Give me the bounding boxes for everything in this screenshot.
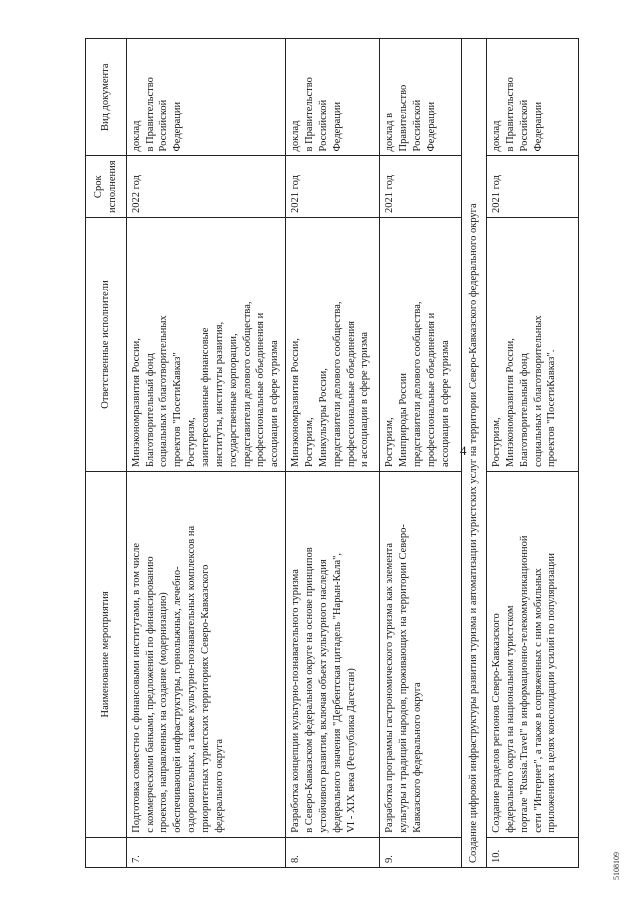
header-number <box>86 837 127 867</box>
document-code: 5108109 <box>612 852 621 880</box>
row-term: 2021 год <box>487 156 579 218</box>
row-doc-type: доклад в Правительство Российской Федерации <box>286 39 380 156</box>
rotated-page-content <box>85 38 605 868</box>
row-number: 9. <box>380 837 462 867</box>
header-doc-type: Вид документа <box>86 39 127 156</box>
row-name: Разработка программы гастрономического туризма как элемента культуры и традиций народов, проживающих на территории Северо- Кавказского федерального округа <box>380 471 462 837</box>
section-heading-row <box>462 39 487 868</box>
row-term: 2021 год <box>380 156 462 218</box>
table-header-row <box>86 39 127 868</box>
row-executors: Минэкономразвития России, Ростуризм, Минкультуры России, представители делового сообщества, профессиональные объединения и ассоциации в сфере туризма <box>286 218 380 472</box>
row-term: 2021 год <box>286 156 380 218</box>
row-doc-type: доклад в Правительство Российской Федерации <box>126 39 285 156</box>
row-name: Разработка концепции культурно-познавательного туризма в Северо-Кавказском федеральном округе на основе принципов устойчивого развития, включая объект культурного наследия федерального значения "Дербентская цитадель "Нарын-Кала", VI - XIX века (Республика Дагестан) <box>286 471 380 837</box>
row-doc-type: доклад в Правительство Российской Федерации <box>487 39 579 156</box>
row-executors: Минэкономразвития России, Благотворительный фонд социальных и благотворительных проектов "ПосетиКавказ" Ростуризм, заинтересованные финансовые институты, институты развития, государственные корпорации, представители делового сообщества, профессиональные объединения и ассоциации в сфере туризма <box>126 218 285 472</box>
section-heading: Создание цифровой инфраструктуры развития туризма и автоматизации туристских услуг на территории Северо-Кавказского федерального округа <box>462 39 487 868</box>
row-number: 7. <box>126 837 285 867</box>
table-row <box>487 39 579 868</box>
row-executors: Ростуризм, Минприроды России представители делового сообщества, профессиональные объединения и ассоциации в сфере туризма <box>380 218 462 472</box>
row-executors: Ростуризм, Минэкономразвития России, Благотворительный фонд социальных и благотворительных проектов "ПосетиКавказ". <box>487 218 579 472</box>
header-term: Срок исполнения <box>86 156 127 218</box>
row-term: 2022 год <box>126 156 285 218</box>
row-name: Подготовка совместно с финансовыми институтами, в том числе с коммерческими банками, предложений по финансированию проектов, направленных на создание (модернизацию) обеспечивающей инфраструктуры, горнолыжных, лечебно- оздоровительных, а также культурно-познавательных комплексов на приоритетных туристских территориях Северо-Кавказского федерального округа <box>126 471 285 837</box>
row-doc-type: доклад в Правительство Российской Федерации <box>380 39 462 156</box>
header-executors: Ответственные исполнители <box>86 218 127 472</box>
measures-table <box>85 38 579 868</box>
table-row <box>380 39 462 868</box>
table-row <box>126 39 285 868</box>
row-number: 8. <box>286 837 380 867</box>
row-name: Создание разделов регионов Северо-Кавказского федерального округа на национальном туристском портале "Russia.Travel" в информационно-телекоммуникационной сети "Интернет", а также в сопряженных с ним мобильных приложениях в целях консолидации усилий по популяризации <box>487 471 579 837</box>
row-number: 10. <box>487 837 579 867</box>
header-name: Наименование мероприятия <box>86 471 127 837</box>
table-row <box>286 39 380 868</box>
page-number: 4 <box>460 443 467 458</box>
